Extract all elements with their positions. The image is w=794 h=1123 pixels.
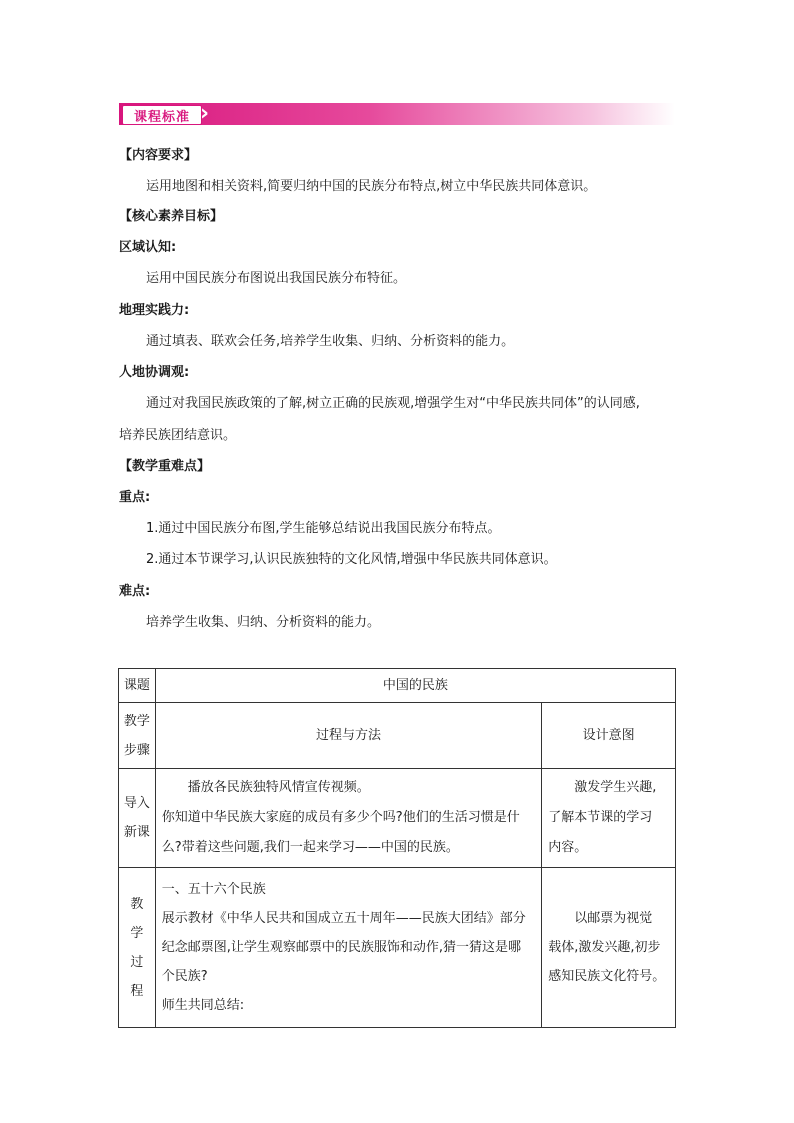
intro-intent-line: 了解本节课的学习 — [548, 810, 653, 825]
topic-value: 中国的民族 — [155, 669, 675, 703]
intro-intent-cell — [542, 769, 676, 868]
goal-text-practice: 通过填表、联欢会任务,培养学生收集、归纳、分析资料的能力。 — [146, 334, 515, 349]
key-points-heading: 【教学重难点】 — [119, 459, 211, 474]
intro-label-line: 导入 — [123, 796, 150, 811]
process-intent-cell — [542, 868, 676, 1028]
process-label-char: 教 — [130, 896, 144, 912]
chevron-right-icon: › — [200, 101, 210, 126]
difficulty-text: 培养学生收集、归纳、分析资料的能力。 — [146, 615, 381, 630]
process-header: 过程与方法 — [155, 703, 541, 769]
goal-text-harmony-cont: 培养民族团结意识。 — [119, 428, 237, 443]
table-row — [119, 868, 676, 1028]
difficulty-title: 难点: — [119, 584, 151, 599]
section-banner-label: 课程标准 — [122, 105, 202, 125]
goal-text-region: 运用中国民族分布图说出我国民族分布特征。 — [146, 271, 407, 286]
intro-label-line: 新课 — [123, 825, 150, 840]
intro-line: 么?带着这些问题,我们一起来学习——中国的民族。 — [161, 840, 459, 855]
content-requirement-heading: 【内容要求】 — [119, 148, 198, 163]
intro-process-cell — [155, 769, 541, 868]
focus-item-1: 1.通过中国民族分布图,学生能够总结说出我国民族分布特点。 — [146, 521, 501, 536]
topic-label: 课题 — [119, 669, 156, 703]
intent-header: 设计意图 — [542, 703, 676, 769]
process-label-char: 程 — [130, 983, 144, 999]
intro-line: 你知道中华民族大家庭的成员有多少个吗?他们的生活习惯是什 — [161, 810, 520, 825]
process-cell — [155, 868, 541, 1028]
process-label-char: 过 — [130, 954, 144, 970]
intro-intent-line: 激发学生兴趣, — [574, 780, 657, 795]
process-line: 一、五十六个民族 — [161, 882, 266, 897]
goal-title-harmony: 人地协调观: — [119, 365, 190, 380]
table-row — [119, 703, 676, 769]
steps-label-line: 步骤 — [123, 742, 150, 758]
intro-intent-line: 内容。 — [548, 840, 588, 855]
lesson-plan-table — [118, 668, 676, 1028]
focus-item-2: 2.通过本节课学习,认识民族独特的文化风情,增强中华民族共同体意识。 — [146, 552, 557, 567]
process-intent-line: 载体,激发兴趣,初步 — [548, 940, 661, 955]
core-goals-heading: 【核心素养目标】 — [119, 209, 224, 224]
process-line: 师生共同总结: — [161, 998, 245, 1013]
process-line: 个民族? — [161, 969, 208, 984]
intro-label — [119, 769, 156, 868]
steps-label — [119, 703, 156, 769]
goal-title-practice: 地理实践力: — [119, 303, 190, 318]
focus-title: 重点: — [119, 490, 151, 505]
table-row — [119, 769, 676, 868]
table-row — [119, 669, 676, 703]
goal-title-region: 区域认知: — [119, 240, 177, 255]
process-line: 纪念邮票图,让学生观察邮票中的民族服饰和动作,猜一猜这是哪 — [161, 940, 522, 955]
steps-label-line: 教学 — [123, 713, 150, 729]
process-label-char: 学 — [130, 925, 144, 941]
goal-text-harmony: 通过对我国民族政策的了解,树立正确的民族观,增强学生对“中华民族共同体”的认同感, — [146, 396, 640, 411]
content-requirement-text: 运用地图和相关资料,简要归纳中国的民族分布特点,树立中华民族共同体意识。 — [146, 179, 597, 194]
process-intent-line: 感知民族文化符号。 — [548, 969, 666, 984]
intro-line: 播放各民族独特风情宣传视频。 — [187, 780, 370, 795]
process-line: 展示教材《中华人民共和国成立五十周年——民族大团结》部分 — [161, 911, 526, 926]
process-intent-line: 以邮票为视觉 — [574, 911, 653, 926]
process-label — [119, 868, 156, 1028]
